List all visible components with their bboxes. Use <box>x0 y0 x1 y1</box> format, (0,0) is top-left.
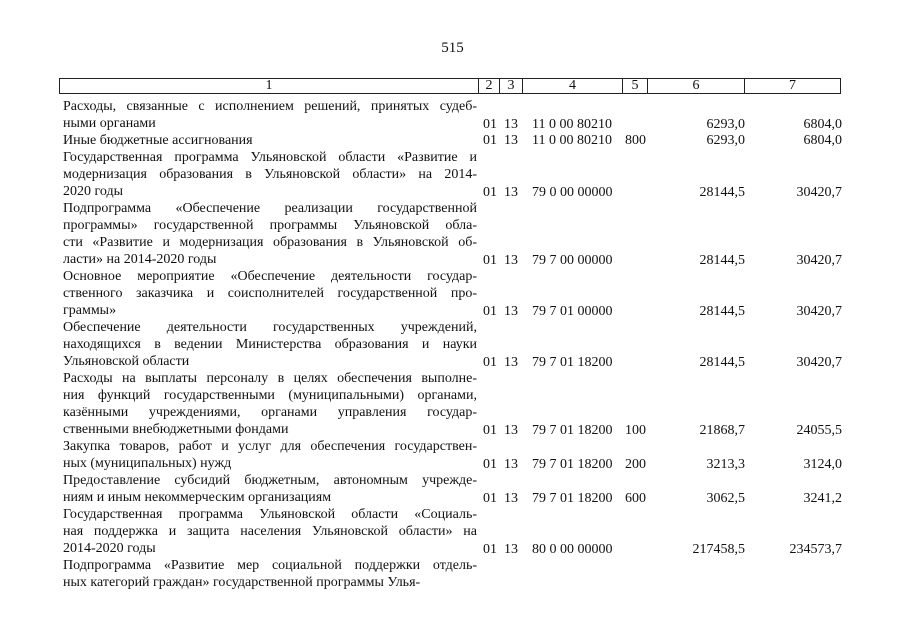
description-line: ния функций государственными (муниципальными) органами, <box>63 388 477 403</box>
col-amount-year2: 6804,0 <box>803 133 842 148</box>
description-line: 2020 годы <box>63 184 124 199</box>
description-line: ными органами <box>63 116 156 131</box>
description-line: модернизация образования в Ульяновской области» на 2014- <box>63 167 477 182</box>
col-podrazdel: 13 <box>504 457 518 472</box>
description-line: Государственная программа Ульяновской области «Социаль- <box>63 507 477 522</box>
description-line: Предоставление субсидий бюджетным, автономным учрежде- <box>63 473 477 488</box>
col-amount-year2: 6804,0 <box>803 117 842 132</box>
header-col-2: 2 <box>478 79 499 93</box>
header-col-5: 5 <box>622 79 647 93</box>
description-line: ных (муниципальных) нужд <box>63 456 232 471</box>
row-description <box>63 370 477 438</box>
col-cs-code: 11 0 00 80210 <box>532 117 612 132</box>
description-line: ных категорий граждан» государственной программы Улья- <box>63 575 421 590</box>
table-header <box>59 78 841 94</box>
col-amount-year1: 217458,5 <box>692 542 745 557</box>
description-line: Обеспечение деятельности государственных учреждений, <box>63 320 477 335</box>
col-amount-year1: 21868,7 <box>699 423 745 438</box>
header-col-7: 7 <box>744 79 840 93</box>
col-razdel: 01 <box>483 542 497 557</box>
col-podrazdel: 13 <box>504 491 518 506</box>
col-podrazdel: 13 <box>504 133 518 148</box>
col-amount-year2: 30420,7 <box>796 185 842 200</box>
col-razdel: 01 <box>483 355 497 370</box>
col-podrazdel: 13 <box>504 423 518 438</box>
col-cs-code: 79 0 00 00000 <box>532 185 613 200</box>
col-amount-year1: 28144,5 <box>699 355 745 370</box>
col-amount-year2: 30420,7 <box>796 304 842 319</box>
col-razdel: 01 <box>483 491 497 506</box>
description-line: Иные бюджетные ассигнования <box>63 133 253 148</box>
col-amount-year2: 234573,7 <box>789 542 842 557</box>
col-podrazdel: 13 <box>504 117 518 132</box>
row-description <box>63 132 477 149</box>
row-description <box>63 98 477 132</box>
description-line: Расходы на выплаты персоналу в целях обеспечения выполне- <box>63 371 477 386</box>
description-line: программы» государственной программы Ульяновской обла- <box>63 218 477 233</box>
col-cs-code: 79 7 01 18200 <box>532 355 613 370</box>
description-line: Подпрограмма «Обеспечение реализации государственной <box>63 201 477 216</box>
row-description <box>63 506 477 557</box>
row-description <box>63 149 477 200</box>
col-razdel: 01 <box>483 457 497 472</box>
header-col-6: 6 <box>647 79 744 93</box>
col-cs-code: 79 7 01 18200 <box>532 423 613 438</box>
description-line: сти «Развитие и модернизация образования в Ульяновской об- <box>63 235 477 250</box>
col-razdel: 01 <box>483 423 497 438</box>
col-amount-year1: 6293,0 <box>706 133 745 148</box>
row-description <box>63 472 477 506</box>
description-line: ственного заказчика и соисполнителей государственной про- <box>63 286 477 301</box>
col-vr-code: 600 <box>625 491 646 506</box>
description-line: 2014-2020 годы <box>63 541 156 556</box>
description-line: казёнными учреждениями, органами управления государ- <box>63 405 477 420</box>
row-description <box>63 438 477 472</box>
col-amount-year1: 3062,5 <box>706 491 745 506</box>
col-podrazdel: 13 <box>504 542 518 557</box>
row-description <box>63 557 477 591</box>
description-line: Основное мероприятие «Обеспечение деятельности государ- <box>63 269 477 284</box>
col-amount-year2: 30420,7 <box>796 253 842 268</box>
description-line: ниям и иным некоммерческим организациям <box>63 490 332 505</box>
col-vr-code: 800 <box>625 133 646 148</box>
header-col-3: 3 <box>499 79 522 93</box>
col-razdel: 01 <box>483 133 497 148</box>
col-amount-year1: 6293,0 <box>706 117 745 132</box>
description-line: ласти» на 2014-2020 годы <box>63 252 217 267</box>
col-amount-year1: 28144,5 <box>699 304 745 319</box>
col-razdel: 01 <box>483 253 497 268</box>
description-line: Государственная программа Ульяновской области «Развитие и <box>63 150 477 165</box>
col-cs-code: 80 0 00 00000 <box>532 542 613 557</box>
row-description <box>63 200 477 268</box>
col-razdel: 01 <box>483 117 497 132</box>
col-amount-year1: 3213,3 <box>706 457 745 472</box>
col-amount-year1: 28144,5 <box>699 253 745 268</box>
col-amount-year2: 3241,2 <box>803 491 842 506</box>
description-line: граммы» <box>63 303 117 318</box>
description-line: Подпрограмма «Развитие мер социальной поддержки отдель- <box>63 558 477 573</box>
col-amount-year2: 3124,0 <box>803 457 842 472</box>
col-podrazdel: 13 <box>504 355 518 370</box>
col-razdel: 01 <box>483 304 497 319</box>
col-podrazdel: 13 <box>504 185 518 200</box>
col-amount-year2: 24055,5 <box>796 423 842 438</box>
row-description <box>63 319 477 370</box>
header-col-4: 4 <box>522 79 622 93</box>
col-cs-code: 79 7 00 00000 <box>532 253 613 268</box>
description-line: Ульяновской области <box>63 354 190 369</box>
description-line: ственными внебюджетными фондами <box>63 422 289 437</box>
col-amount-year1: 28144,5 <box>699 185 745 200</box>
col-cs-code: 11 0 00 80210 <box>532 133 612 148</box>
description-line: ная поддержка и защита населения Ульяновской области» на <box>63 524 477 539</box>
col-cs-code: 79 7 01 00000 <box>532 304 613 319</box>
col-vr-code: 100 <box>625 423 646 438</box>
col-podrazdel: 13 <box>504 253 518 268</box>
description-line: находящихся в ведении Министерства образования и науки <box>63 337 477 352</box>
col-cs-code: 79 7 01 18200 <box>532 457 613 472</box>
col-vr-code: 200 <box>625 457 646 472</box>
description-line: Расходы, связанные с исполнением решений, принятых судеб- <box>63 99 477 114</box>
page-number: 515 <box>441 40 464 56</box>
row-description <box>63 268 477 319</box>
description-line: Закупка товаров, работ и услуг для обеспечения государствен- <box>63 439 477 454</box>
col-podrazdel: 13 <box>504 304 518 319</box>
header-col-1: 1 <box>265 78 273 93</box>
col-amount-year2: 30420,7 <box>796 355 842 370</box>
col-cs-code: 79 7 01 18200 <box>532 491 613 506</box>
col-razdel: 01 <box>483 185 497 200</box>
